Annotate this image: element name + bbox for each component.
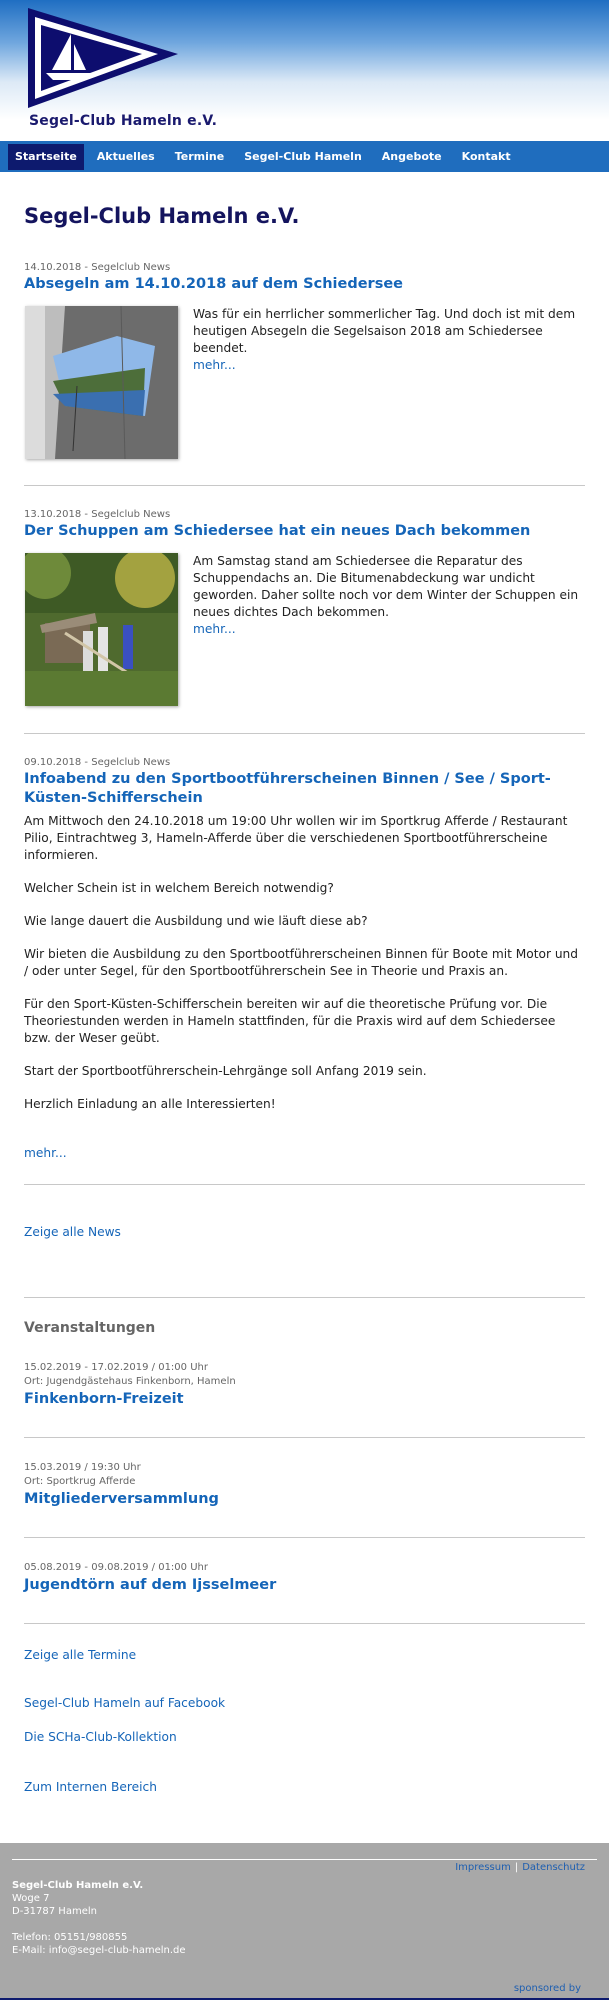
event-title-link[interactable]: Mitgliederversammlung bbox=[24, 1491, 219, 1507]
event-title-link[interactable]: Finkenborn-Freizeit bbox=[24, 1391, 184, 1407]
footer-links bbox=[12, 1862, 597, 1873]
article-paragraph: Für den Sport-Küsten-Schifferschein bereiten wir auf die theoretische Prüfung vor. Die Theoriestunden werden in Hameln stattfinden, für die Praxis wird auf dem Schiedersee bzw. der Weser geübt. bbox=[24, 997, 556, 1045]
news-meta: 13.10.2018 - Segelclub News bbox=[24, 509, 171, 520]
impressum-link[interactable]: Impressum bbox=[455, 1862, 511, 1873]
article-paragraph: Herzlich Einladung an alle Interessierten! bbox=[24, 1097, 276, 1111]
footer-divider bbox=[12, 1859, 597, 1860]
news-meta: 14.10.2018 - Segelclub News bbox=[24, 262, 171, 273]
event-date: 15.03.2019 / 19:30 Uhr bbox=[24, 1462, 141, 1473]
main-content bbox=[0, 202, 609, 1796]
nav-item-kontakt[interactable]: Kontakt bbox=[461, 149, 511, 163]
article-paragraph: Wie lange dauert die Ausbildung und wie läuft diese ab? bbox=[24, 914, 368, 928]
divider bbox=[24, 1297, 585, 1298]
nav-item-startseite[interactable]: Startseite bbox=[8, 144, 84, 170]
sponsored-by-link[interactable]: sponsored by bbox=[513, 1983, 581, 1994]
news-title-link[interactable]: Absegeln am 14.10.2018 auf dem Schiedersee bbox=[24, 276, 404, 292]
show-all-news-link[interactable]: Zeige alle News bbox=[24, 1225, 121, 1239]
event-location: Ort: Jugendgästehaus Finkenborn, Hameln bbox=[24, 1376, 236, 1387]
news-more-link[interactable]: mehr... bbox=[193, 622, 236, 636]
news-item bbox=[24, 734, 585, 1185]
event-item bbox=[24, 1438, 585, 1538]
article-paragraph: Am Mittwoch den 24.10.2018 um 19:00 Uhr wollen wir im Sportkrug Afferde / Restaurant Pilio, Eintrachtweg 3, Hameln-Afferde über die verschiedenen Sportbootführerscheine informieren. bbox=[24, 814, 568, 862]
news-title-link[interactable]: Infoabend zu den Sportbootführerscheinen Binnen / See / Sport-Küsten-Schifferschein bbox=[24, 771, 551, 806]
news-teaser: Am Samstag stand am Schiedersee die Reparatur des Schuppendachs an. Die Bitumenabdeckung war undicht geworden. Daher sollte noch vor dem Winter der Schuppen ein neues dichtes Dach bekommen. bbox=[193, 554, 579, 619]
logo-text: Segel-Club Hameln e.V. bbox=[29, 113, 218, 129]
nav-item-segel-club-hameln[interactable]: Segel-Club Hameln bbox=[244, 149, 362, 163]
events-heading: Veranstaltungen bbox=[24, 1320, 156, 1336]
footer-email: E-Mail: info@segel-club-hameln.de bbox=[12, 1945, 186, 1956]
news-more-link[interactable]: mehr... bbox=[193, 358, 236, 372]
nav-item-angebote[interactable]: Angebote bbox=[381, 149, 442, 163]
news-more-link[interactable]: mehr... bbox=[24, 1146, 67, 1160]
datenschutz-link[interactable]: Datenschutz bbox=[522, 1862, 585, 1873]
site-footer bbox=[0, 1843, 609, 2000]
footer-phone: Telefon: 05151/980855 bbox=[12, 1932, 128, 1943]
nav-item-termine[interactable]: Termine bbox=[174, 149, 225, 163]
footer-address bbox=[12, 1879, 597, 1957]
news-article-body bbox=[24, 813, 585, 1113]
event-item bbox=[24, 1337, 585, 1438]
event-location: Ort: Sportkrug Afferde bbox=[24, 1476, 136, 1487]
news-item bbox=[24, 230, 585, 486]
news-photo-sail-window[interactable] bbox=[25, 306, 178, 459]
facebook-link[interactable]: Segel-Club Hameln auf Facebook bbox=[24, 1696, 226, 1710]
event-date: 15.02.2019 - 17.02.2019 / 01:00 Uhr bbox=[24, 1362, 208, 1373]
footer-link-separator: | bbox=[514, 1862, 519, 1873]
internal-area-link[interactable]: Zum Internen Bereich bbox=[24, 1780, 157, 1794]
article-paragraph: Start der Sportbootführerschein-Lehrgänge soll Anfang 2019 sein. bbox=[24, 1064, 427, 1078]
news-meta: 09.10.2018 - Segelclub News bbox=[24, 757, 171, 768]
nav-item-aktuelles[interactable]: Aktuelles bbox=[96, 149, 155, 163]
article-paragraph: Welcher Schein ist in welchem Bereich notwendig? bbox=[24, 881, 334, 895]
club-collection-link[interactable]: Die SCHa-Club-Kollektion bbox=[24, 1730, 177, 1744]
divider bbox=[24, 1184, 585, 1185]
footer-city: D-31787 Hameln bbox=[12, 1906, 97, 1917]
event-date: 05.08.2019 - 09.08.2019 / 01:00 Uhr bbox=[24, 1562, 208, 1573]
divider bbox=[24, 1623, 585, 1624]
site-header bbox=[0, 0, 609, 141]
news-photo-shed-roof[interactable] bbox=[25, 553, 178, 706]
footer-club-name: Segel-Club Hameln e.V. bbox=[12, 1880, 144, 1891]
article-paragraph: Wir bieten die Ausbildung zu den Sportbootführerscheinen Binnen für Boote mit Motor und / oder unter Segel, für den Sportbootführerschein See in Theorie und Praxis an. bbox=[24, 947, 579, 978]
event-title-link[interactable]: Jugendtörn auf dem Ijsselmeer bbox=[24, 1577, 277, 1593]
news-teaser: Was für ein herrlicher sommerlicher Tag. Und doch ist mit dem heutigen Absegeln die Segelsaison 2018 am Schiedersee beendet. bbox=[193, 307, 576, 355]
club-logo[interactable] bbox=[26, 6, 180, 114]
show-all-events-link[interactable]: Zeige alle Termine bbox=[24, 1648, 137, 1662]
news-item bbox=[24, 486, 585, 734]
main-navigation bbox=[0, 141, 609, 172]
page-title: Segel-Club Hameln e.V. bbox=[24, 204, 300, 228]
news-title-link[interactable]: Der Schuppen am Schiedersee hat ein neues Dach bekommen bbox=[24, 523, 531, 539]
event-item bbox=[24, 1538, 585, 1624]
footer-street: Woge 7 bbox=[12, 1893, 50, 1904]
